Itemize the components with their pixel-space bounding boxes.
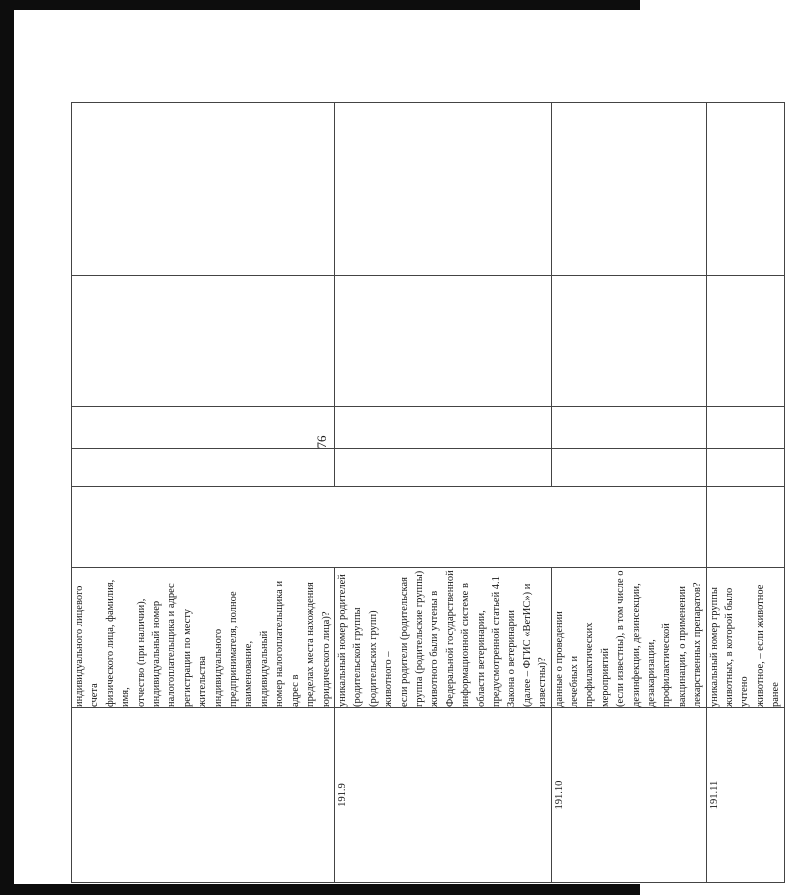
page-number: 76 xyxy=(314,435,329,449)
empty-cell xyxy=(706,276,784,407)
empty-cell xyxy=(706,103,784,276)
scan-edge-top xyxy=(0,0,640,10)
row-description: уникальный номер родителей (родительской группы (родительских групп) животного – если родители (родительская группа (родительские группы) животного были учтены в Федеральной государственной информационной системе в области ветеринарии, предусмотренной статьей 4.1 Закона о ветеринарии (далее – ФГИС «ВетИС») и известны)? xyxy=(334,568,551,708)
empty-cell xyxy=(72,407,335,449)
empty-cell xyxy=(334,449,551,487)
requirements-table xyxy=(71,102,785,883)
empty-cell xyxy=(334,276,551,407)
scan-edge-bottom xyxy=(0,884,640,895)
row-number: 191.11 xyxy=(706,708,784,883)
row-description: данные о проведении лечебных и профилактических мероприятий (если известны), в том числе о дезинфекции, дезинсекции, дезакаризации, профилактической вакцинации, о применении лекарственных препаратов? xyxy=(551,568,706,708)
empty-cell xyxy=(706,407,784,449)
empty-cell xyxy=(334,407,551,449)
empty-cell xyxy=(551,449,706,487)
empty-cell xyxy=(706,487,784,568)
row-description: индивидуального лицевого счета физического лица, фамилия, имя, отчество (при наличии), индивидуальный номер налогоплательщика и адрес регистрации по месту жительства индивидуального предпринимателя, полное наименование, индивидуальный номер налогоплательщика и адрес в пределах места нахождения юридического лица)? xyxy=(72,568,335,708)
row-description: уникальный номер группы животных, в которой было учтено животное, – если животное ранее xyxy=(706,568,784,708)
row-number xyxy=(72,708,335,883)
empty-cell xyxy=(72,276,335,407)
empty-cell xyxy=(72,487,707,568)
row-number: 191.9 xyxy=(334,708,551,883)
empty-cell xyxy=(72,103,335,276)
scan-edge-left xyxy=(0,0,14,895)
empty-cell xyxy=(551,407,706,449)
row-number: 191.10 xyxy=(551,708,706,883)
empty-cell xyxy=(551,276,706,407)
empty-cell xyxy=(334,103,551,276)
requirements-table-rotated xyxy=(71,103,782,883)
empty-cell xyxy=(706,449,784,487)
empty-cell xyxy=(72,449,335,487)
table-row xyxy=(72,103,335,883)
empty-cell xyxy=(551,103,706,276)
table-row xyxy=(706,103,784,883)
